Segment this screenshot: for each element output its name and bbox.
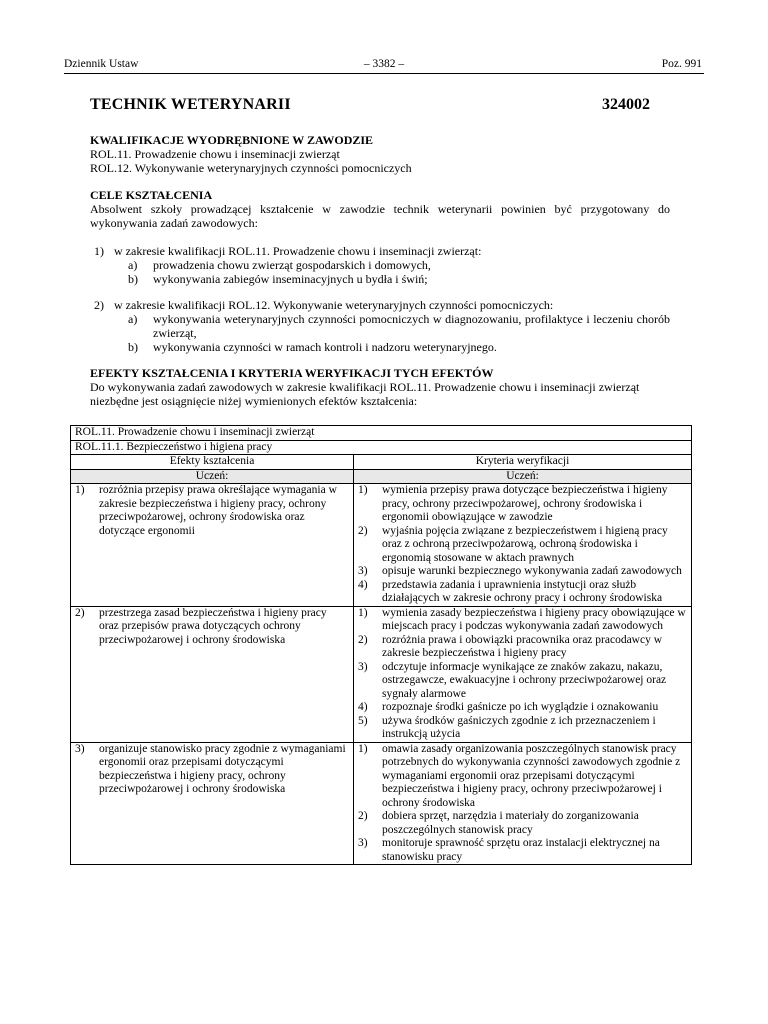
page-number: – 3382 – — [363, 58, 405, 70]
effects-heading: EFEKTY KSZTAŁCENIA I KRYTERIA WERYFIKACJI TYCH EFEKTÓW — [90, 366, 494, 380]
profession-code: 324002 — [602, 96, 650, 113]
journal-name: Dziennik Ustaw — [64, 58, 139, 70]
criterion-item: 2) wyjaśnia pojęcia związane z bezpieczeństwem i higieną pracy oraz z ochroną przeciwpożarową, ochroną środowiska i ergonomią stosowane w aktach prawnych — [358, 524, 668, 564]
sub-text: prowadzenia chowu zwierząt gospodarskich i domowych, — [153, 258, 431, 272]
criterion-item: 4) rozpoznaje środki gaśnicze po ich wyglądzie i oznakowaniu — [358, 701, 659, 713]
effects-intro: Do wykonywania zadań zawodowych w zakresie kwalifikacji ROL.11. Prowadzenie chowu i inseminacji zwierząt niezbędne jest osiągnięcie niżej wymienionych efektów kształcenia: — [90, 380, 640, 408]
list-text: w zakresie kwalifikacji ROL.12. Wykonywanie weterynaryjnych czynności pomocniczych: — [114, 298, 554, 312]
goal-group-1 — [90, 244, 670, 286]
qualification-cell: ROL.11. Prowadzenie chowu i inseminacji zwierząt — [71, 426, 692, 441]
sub-list-item — [90, 312, 670, 340]
table-row — [71, 426, 692, 441]
sub-letter: a) — [128, 312, 138, 326]
criterion-item: 3) opisuje warunki bezpiecznego wykonywania zadań zawodowych — [358, 565, 682, 577]
effect-number: 3) — [75, 742, 85, 755]
effect-number: 1) — [75, 484, 85, 496]
effects-table — [70, 425, 692, 865]
sub-list-item — [90, 272, 670, 286]
criterion-item: 4) przedstawia zadania i uprawnienia instytucji oraz służb działających w zakresie ochrony pracy i ochrony środowiska — [358, 578, 663, 604]
column-header-criteria: Kryteria weryfikacji — [354, 455, 692, 470]
criterion-item: 2) dobiera sprzęt, narzędzia i materiały do zorganizowania poszczególnych stanowisk pracy — [358, 810, 639, 836]
goals-heading: CELE KSZTAŁCENIA — [90, 188, 213, 202]
list-text: w zakresie kwalifikacji ROL.11. Prowadzenie chowu i inseminacji zwierząt: — [114, 244, 482, 258]
qualifications-section — [90, 133, 670, 175]
table-header-row — [71, 455, 692, 470]
criterion-item: 1) omawia zasady organizowania poszczególnych stanowisk pracy potrzebnych do wykonywania czynności zawodowych zgodnie z wymaganiami ergonomii oraz przepisami dotyczącymi bezpieczeństwa i higieny pracy, ochrony przeciwpożarowej i ochrony środowiska — [358, 742, 681, 809]
effect-text: organizuje stanowisko pracy zgodnie z wymaganiami ergonomii oraz przepisami dotyczącymi bezpieczeństwa i higieny pracy, ochrony przeciwpożarowej i ochrony środowiska — [99, 742, 346, 795]
column-header-effects: Efekty kształcenia — [71, 455, 354, 470]
sub-list-item — [90, 340, 670, 354]
criteria-cell — [354, 606, 692, 742]
list-number: 1) — [94, 244, 104, 258]
list-item — [90, 298, 670, 312]
criterion-item: 3) odczytuje informacje wynikające ze znaków zakazu, nakazu, ostrzegawcze, ewakuacyjne i ochrony przeciwpożarowej oraz sygnały alarmowe — [358, 660, 667, 700]
goals-section — [90, 188, 670, 230]
title-row — [90, 96, 650, 116]
unit-cell: ROL.11.1. Bezpieczeństwo i higiena pracy — [71, 440, 692, 455]
student-label: Uczeń: — [71, 469, 354, 484]
qualifications-heading: KWALIFIKACJE WYODRĘBNIONE W ZAWODZIE — [90, 133, 374, 147]
effect-number: 2) — [75, 606, 85, 619]
criteria-cell — [354, 742, 692, 865]
criterion-item: 2) rozróżnia prawa i obowiązki pracownika oraz pracodawcy w zakresie bezpieczeństwa i higieny pracy — [358, 633, 663, 659]
goal-group-2 — [90, 298, 670, 354]
table-header-row — [71, 469, 692, 484]
table-row — [71, 440, 692, 455]
running-header — [64, 58, 704, 74]
effect-cell — [71, 742, 354, 865]
sub-text: wykonywania czynności w ramach kontroli i nadzoru weterynaryjnego. — [153, 340, 497, 354]
list-number: 2) — [94, 298, 104, 312]
criterion-item: 3) monitoruje sprawność sprzętu oraz instalacji elektrycznej na stanowisku pracy — [358, 837, 660, 863]
sub-letter: b) — [128, 272, 138, 286]
goals-intro: Absolwent szkoły prowadzącej kształcenie w zawodzie technik weterynarii powinien być przygotowany do wykonywania zadań zawodowych: — [90, 202, 670, 230]
criteria-cell — [354, 484, 692, 607]
effect-cell — [71, 606, 354, 742]
effect-cell — [71, 484, 354, 607]
table-row — [71, 484, 692, 607]
sub-text: wykonywania zabiegów inseminacyjnych u bydła i świń; — [153, 272, 428, 286]
student-label: Uczeń: — [354, 469, 692, 484]
criterion-item: 5) używa środków gaśniczych zgodnie z ich przeznaczeniem i instrukcją użycia — [358, 714, 656, 740]
table-row — [71, 742, 692, 865]
effects-section — [90, 366, 670, 408]
sub-letter: a) — [128, 258, 138, 272]
qualification-item: ROL.11. Prowadzenie chowu i inseminacji zwierząt — [90, 147, 340, 161]
sub-letter: b) — [128, 340, 138, 354]
table-row — [71, 606, 692, 742]
position-number: Poz. 991 — [661, 58, 702, 70]
effect-text: rozróżnia przepisy prawa określające wymagania w zakresie bezpieczeństwa i higieny pracy, ochrony przeciwpożarowej, ochrony środowiska oraz dotyczące ergonomii — [99, 484, 337, 537]
criterion-item: 1) wymienia zasady bezpieczeństwa i higieny pracy obowiązujące w miejscach pracy i podczas wykonywania zadań zawodowych — [358, 606, 686, 632]
sub-list-item — [90, 258, 670, 272]
list-item — [90, 244, 670, 258]
qualification-item: ROL.12. Wykonywanie weterynaryjnych czynności pomocniczych — [90, 161, 412, 175]
sub-text: wykonywania weterynaryjnych czynności pomocniczych w diagnozowaniu, profilaktyce i leczeniu chorób zwierząt, — [153, 312, 670, 340]
effect-text: przestrzega zasad bezpieczeństwa i higieny pracy oraz przepisów prawa dotyczących ochrony przeciwpożarowej i ochrony środowiska — [99, 606, 327, 646]
criterion-item: 1) wymienia przepisy prawa dotyczące bezpieczeństwa i higieny pracy, ochrony przeciwpożarowej, ochrony środowiska i ergonomii obowiązujące w zawodzie — [358, 484, 668, 523]
profession-title: TECHNIK WETERYNARII — [90, 96, 291, 113]
